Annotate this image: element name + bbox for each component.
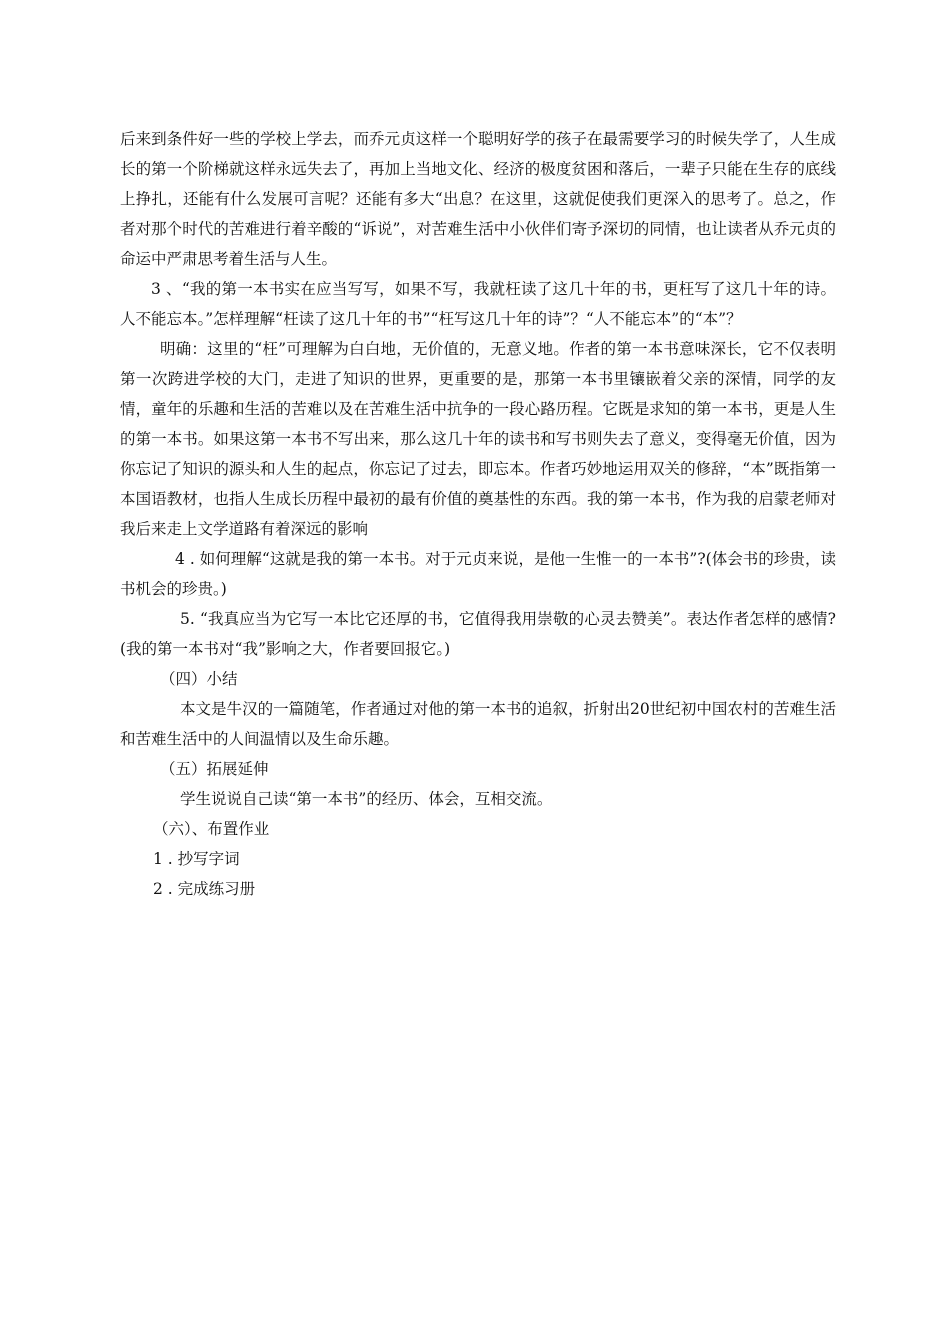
homework-item-1: 1 . 抄写字词 <box>153 850 240 868</box>
extension-paragraph: 学生说说自己读“第一本书”的经历、体会，互相交流。 <box>180 790 553 808</box>
section-heading-summary: （四）小结 <box>160 670 238 688</box>
summary-paragraph: 本文是牛汉的一篇随笔，作者通过对他的第一本书的追叙，折射出20世纪初中国农村的苦难生活和苦难生活中的人间温情以及生命乐趣。 <box>120 700 836 748</box>
question-4: 4 . 如何理解“这就是我的第一本书。对于元贞来说，是他一生惟一的一本书”?(体会书的珍贵，读书机会的珍贵。) <box>120 550 836 598</box>
answer-3: 明确：这里的“枉”可理解为白白地，无价值的，无意义地。作者的第一本书意味深长，它不仅表明第一次跨进学校的大门，走进了知识的世界，更重要的是，那第一本书里镶嵌着父亲的深情，同学的友情，童年的乐趣和生活的苦难以及在苦难生活中抗争的一段心路历程。它既是求知的第一本书，更是人生的第一本书。如果这第一本书不写出来，那么这几十年的读书和写书则失去了意义，变得毫无价值，因为你忘记了知识的源头和人生的起点，你忘记了过去，即忘本。作者巧妙地运用双关的修辞，“本”既指第一本国语教材，也指人生成长历程中最初的最有价值的奠基性的东西。我的第一本书，作为我的启蒙老师对我后来走上文学道路有着深远的影响 <box>120 340 836 538</box>
section-heading-extension: （五）拓展延伸 <box>160 760 269 778</box>
homework-item-2: 2 . 完成练习册 <box>153 880 256 898</box>
paragraph-continuation: 后来到条件好一些的学校上学去，而乔元贞这样一个聪明好学的孩子在最需要学习的时候失学了，人生成长的第一个阶梯就这样永远失去了，再加上当地文化、经济的极度贫困和落后，一辈子只能在生存的底线上挣扎，还能有什么发展可言呢？还能有多大“出息？在这里，这就促使我们更深入的思考了。总之，作者对那个时代的苦难进行着辛酸的“诉说”，对苦难生活中小伙伴们寄予深切的同情，也让读者从乔元贞的命运中严肃思考着生活与人生。 <box>120 130 836 268</box>
section-heading-homework: （六）、布置作业 <box>153 820 270 838</box>
question-5: 5. “我真应当为它写一本比它还厚的书，它值得我用崇敬的心灵去赞美”。表达作者怎样的感情?(我的第一本书对“我”影响之大，作者要回报它。) <box>120 610 836 658</box>
question-3: 3 、“我的第一本书实在应当写写，如果不写，我就枉读了这几十年的书，更枉写了这几十年的诗。人不能忘本。”怎样理解“枉读了这几十年的书”“枉写这几十年的诗”？“人不能忘本”的“本”？ <box>120 280 836 328</box>
document-page <box>120 124 836 904</box>
